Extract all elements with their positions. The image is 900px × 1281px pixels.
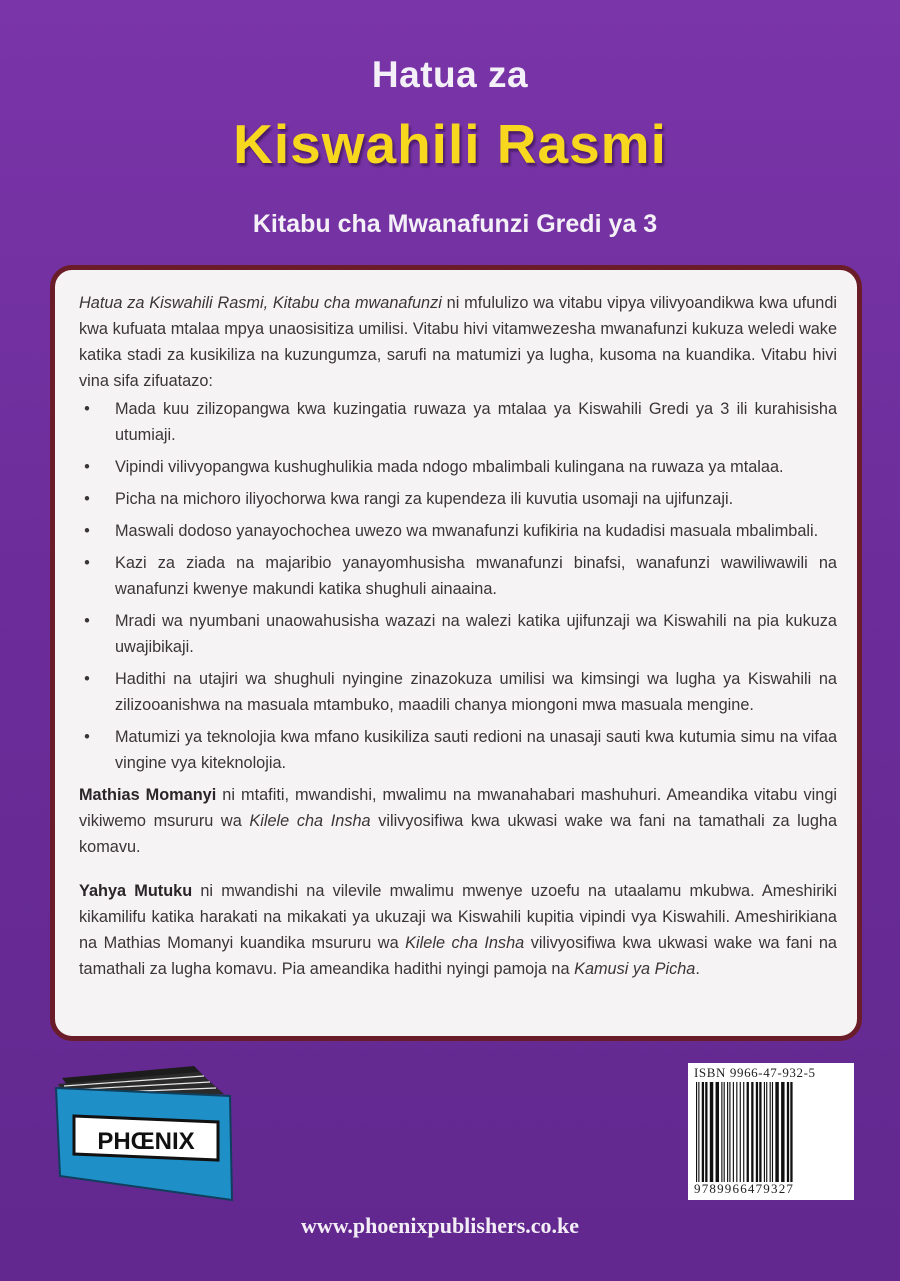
barcode-bar — [710, 1082, 713, 1182]
barcode-bar — [716, 1082, 719, 1182]
isbn-digits: 9789966479327 — [694, 1181, 795, 1196]
barcode-bar — [705, 1082, 707, 1182]
feature-item — [79, 608, 837, 660]
barcode-bar — [740, 1082, 741, 1182]
bullet-icon: • — [84, 670, 90, 688]
barcode-bar — [696, 1082, 697, 1182]
bullet-icon: • — [84, 490, 90, 508]
barcode-bar — [787, 1082, 789, 1182]
series-title: Kilele cha Insha — [405, 934, 525, 952]
barcode-bar — [747, 1082, 749, 1182]
feature-item — [79, 396, 837, 448]
feature-text: Picha na michoro iliyochorwa kwa rangi za kupendeza ili kuvutia usomaji na ujifunzaji. — [115, 490, 734, 508]
feature-text: Maswali dodoso yanayochochea uwezo wa mwanafunzi kufikiria na kudadisi masuala mbalimbali. — [115, 522, 819, 540]
feature-item — [79, 518, 837, 544]
bullet-icon: • — [84, 612, 90, 630]
pre-title: Hatua za — [371, 54, 529, 95]
publisher-logo-text: PHŒNIX — [97, 1128, 195, 1155]
barcode-bar — [721, 1082, 722, 1182]
barcode-bar — [764, 1082, 765, 1182]
barcode-bar — [775, 1082, 778, 1182]
barcode-bar — [790, 1082, 792, 1182]
intro-paragraph — [79, 290, 837, 394]
bullet-icon: • — [84, 400, 90, 418]
barcode-bar — [751, 1082, 753, 1182]
book-subtitle: Kitabu cha Mwanafunzi Gredi ya 3 — [252, 210, 658, 238]
barcode-bar — [766, 1082, 767, 1182]
author-bio-momanyi — [79, 782, 837, 860]
isbn-block — [688, 1063, 854, 1200]
barcode-bar — [729, 1082, 730, 1182]
barcode-bar — [770, 1082, 771, 1182]
feature-text: Mada kuu zilizopangwa kwa kuzingatia ruwaza ya mtalaa ya Kiswahili Gredi ya 3 ili kurahisisha utumiaji. — [115, 400, 837, 444]
barcode-bar — [743, 1082, 744, 1182]
bio-text: vilivyosifiwa kwa ukwasi wake wa fani na tamathali za lugha komavu. — [79, 812, 837, 856]
barcode-bar — [736, 1082, 737, 1182]
feature-list — [79, 396, 837, 776]
feature-text: Matumizi ya teknolojia kwa mfano kusikiliza sauti redioni na unasaji sauti kwa kutumia simu na vifaa vingine vya kiteknolojia. — [115, 728, 837, 772]
barcode-bar — [772, 1082, 773, 1182]
bullet-icon: • — [84, 554, 90, 572]
bio-text: . — [695, 960, 700, 978]
bullet-icon: • — [84, 458, 90, 476]
barcode-bar — [727, 1082, 728, 1182]
barcode-bar — [698, 1082, 699, 1182]
feature-text: Mradi wa nyumbani unaowahusisha wazazi na walezi katika ujifunzaji wa Kiswahili na pia kukuza uwajibikaji. — [115, 612, 837, 656]
barcode — [694, 1082, 848, 1182]
feature-text: Vipindi vilivyopangwa kushughulikia mada ndogo mbalimbali kulingana na ruwaza ya mtalaa. — [115, 458, 784, 476]
intro-text: ni mfululizo wa vitabu vipya vilivyoandikwa kwa ufundi kwa kufuata mtalaa mpya unaosisitiza umilisi. Vitabu hivi vitamwezesha mwanafunzi kukuza weledi wake katika stadi za kusikiliza na kuzungumza, sarufi na matumizi ya lugha, kusoma na kuandika. Vitabu hivi vina sifa zifuatazo: — [79, 294, 837, 390]
isbn-label: ISBN 9966-47-932-5 — [694, 1065, 816, 1080]
book-title-ref: Kamusi ya Picha — [574, 960, 696, 978]
book-title: Kiswahili Rasmi — [233, 113, 667, 175]
feature-text: Hadithi na utajiri wa shughuli nyingine zinazokuza umilisi wa kimsingi wa lugha ya Kiswahili na zilizooanishwa na masuala mtambuko, maadili chanya miongoni mwa masuala mengine. — [115, 670, 837, 714]
barcode-bar — [781, 1082, 784, 1182]
phoenix-logo — [54, 1064, 244, 1204]
series-name: Hatua za Kiswahili Rasmi, Kitabu cha mwanafunzi — [79, 294, 442, 312]
barcode-bar — [702, 1082, 704, 1182]
barcode-bar — [756, 1082, 758, 1182]
bullet-icon: • — [84, 728, 90, 746]
author-name: Mathias Momanyi — [79, 786, 217, 804]
bio-text: vilivyosifiwa kwa ukwasi wake wa fani na tamathali za lugha komavu. Pia ameandika hadithi nyingi pamoja na — [79, 934, 837, 978]
author-bio-mutuku — [79, 878, 837, 982]
description-panel — [50, 265, 862, 1041]
feature-item — [79, 724, 837, 776]
publisher-website: www.phoenixpublishers.co.ke — [300, 1213, 580, 1238]
feature-item — [79, 454, 837, 480]
feature-text: Kazi za ziada na majaribio yanayomhusisha mwanafunzi binafsi, wanafunzi wawiliwawili na wanafunzi kwenye makundi katika shughuli ainaaina. — [115, 554, 837, 598]
bio-text: ni mwandishi na vilevile mwalimu mwenye uzoefu na utaalamu mkubwa. Ameshiriki kikamilifu katika harakati na mikakati ya ukuzaji wa Kiswahili kupitia vipindi vya Kiswahili. Ameshirikiana na Mathias Momanyi kuandika msururu wa — [79, 882, 837, 952]
feature-item — [79, 486, 837, 512]
series-title: Kilele cha Insha — [249, 812, 371, 830]
bullet-icon: • — [84, 522, 90, 540]
barcode-bar — [733, 1082, 734, 1182]
author-name: Yahya Mutuku — [79, 882, 193, 900]
bio-text: ni mtafiti, mwandishi, mwalimu na mwanahabari mashuhuri. Ameandika vitabu vingi vikiwemo msururu wa — [79, 786, 837, 830]
feature-item — [79, 550, 837, 602]
barcode-bar — [724, 1082, 725, 1182]
feature-item — [79, 666, 837, 718]
barcode-bar — [759, 1082, 761, 1182]
